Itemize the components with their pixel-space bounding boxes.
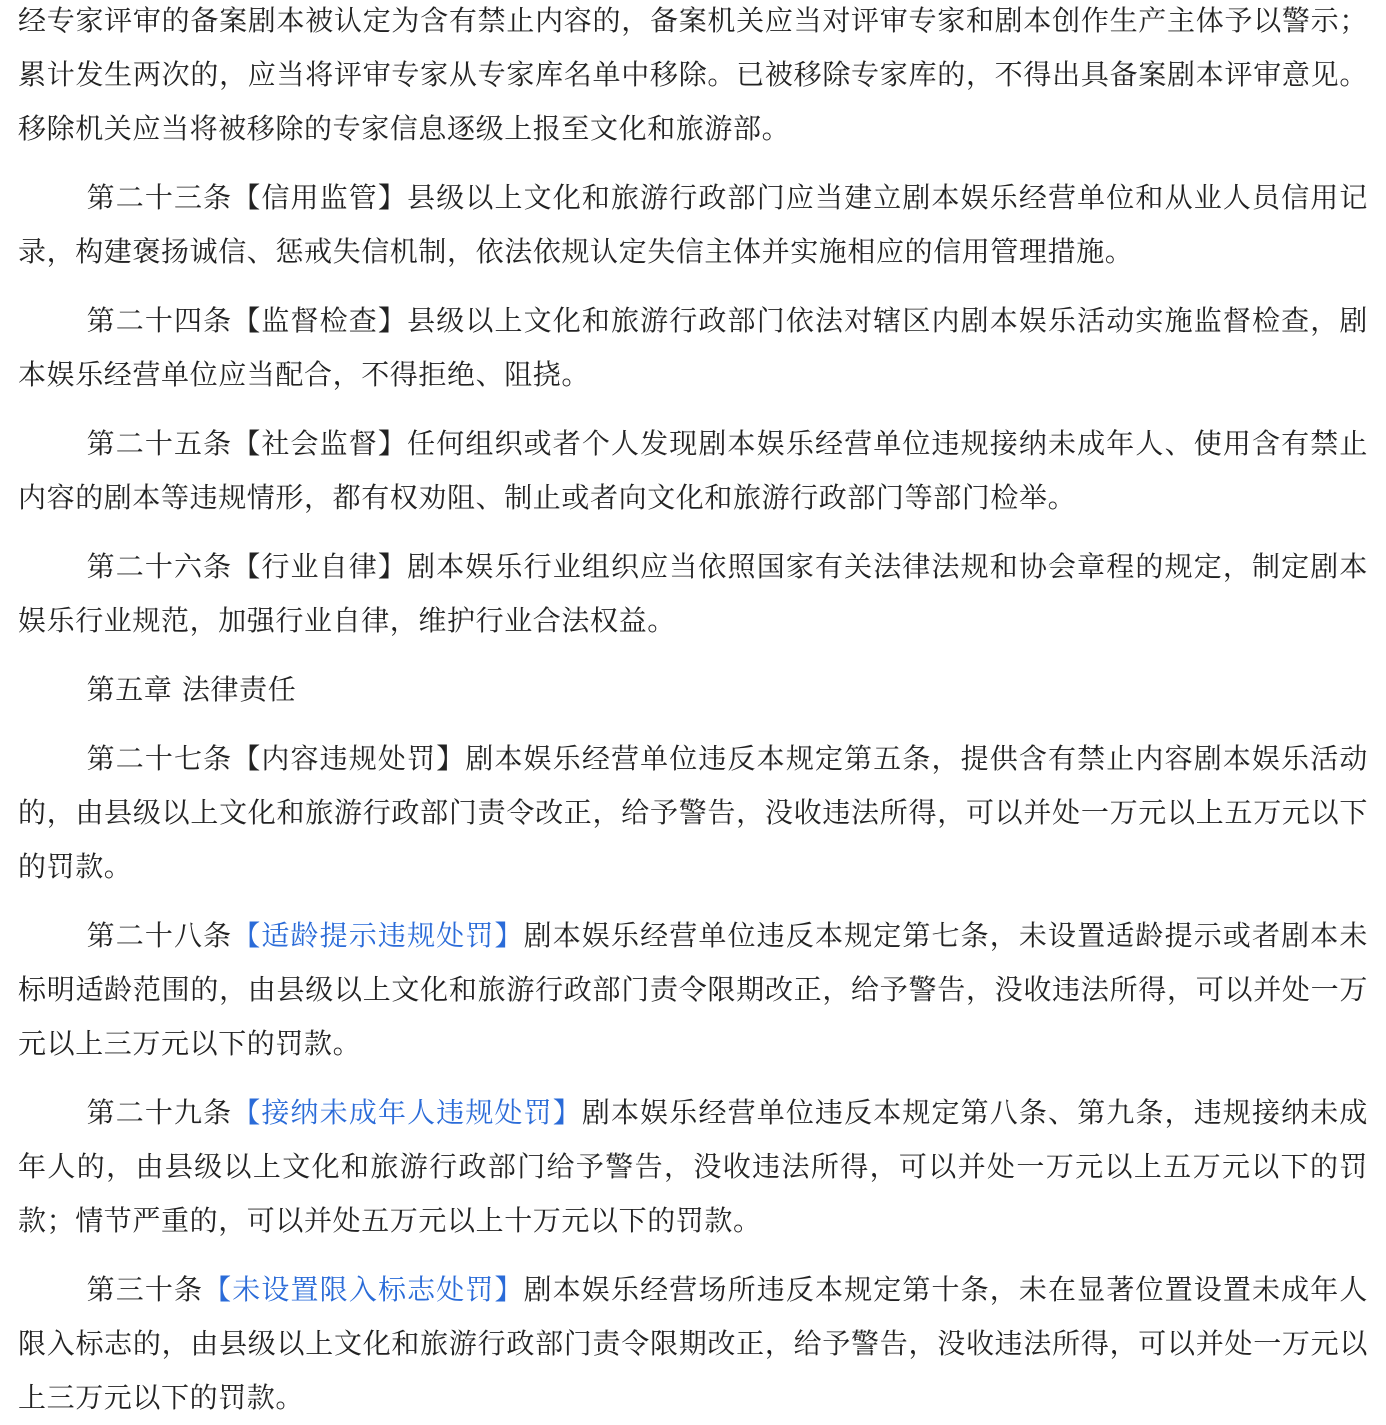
article-23-credit-supervision bbox=[18, 171, 1368, 279]
article-body-text: 县级以上文化和旅游行政部门应当建立剧本娱乐经营单位和从业人员信用记录，构建褒扬诚信、惩戒失信机制，依法依规认定失信主体并实施相应的信用管理措施。 bbox=[18, 181, 1368, 268]
article-body-text: 剧本娱乐行业组织应当依照国家有关法律法规和协会章程的规定，制定剧本娱乐行业规范，加强行业自律，维护行业合法权益。 bbox=[18, 550, 1368, 637]
article-number: 第二十四条 bbox=[86, 304, 233, 337]
article-body-text: 县级以上文化和旅游行政部门依法对辖区内剧本娱乐活动实施监督检查，剧本娱乐经营单位应当配合，不得拒绝、阻挠。 bbox=[18, 304, 1368, 391]
article-title-highlight: 【适龄提示违规处罚】 bbox=[232, 919, 524, 952]
article-29-minor-admission-violation bbox=[18, 1086, 1368, 1248]
article-title: 【内容违规处罚】 bbox=[232, 742, 466, 775]
article-30-restriction-sign-violation bbox=[18, 1263, 1368, 1425]
article-body-text: 剧本娱乐经营单位违反本规定第七条，未设置适龄提示或者剧本未标明适龄范围的，由县级以上文化和旅游行政部门责令限期改正，给予警告，没收违法所得，可以并处一万元以上三万元以下的罚款。 bbox=[18, 919, 1368, 1060]
article-number: 第二十六条 bbox=[86, 550, 233, 583]
article-number: 第二十八条 bbox=[86, 919, 233, 952]
article-27-content-violation bbox=[18, 732, 1368, 894]
article-title-highlight: 【接纳未成年人违规处罚】 bbox=[232, 1096, 582, 1129]
article-title: 【信用监管】 bbox=[232, 181, 408, 214]
article-28-age-rating-violation bbox=[18, 909, 1368, 1071]
article-number: 第二十七条 bbox=[86, 742, 233, 775]
chapter-heading bbox=[18, 663, 1368, 717]
article-number: 第二十三条 bbox=[86, 181, 233, 214]
article-body-text: 任何组织或者个人发现剧本娱乐经营单位违规接纳未成年人、使用含有禁止内容的剧本等违规情形，都有权劝阻、制止或者向文化和旅游行政部门等部门检举。 bbox=[18, 427, 1368, 514]
article-24-inspection bbox=[18, 294, 1368, 402]
article-26-industry-self-discipline bbox=[18, 540, 1368, 648]
article-25-social-supervision bbox=[18, 417, 1368, 525]
article-title: 【行业自律】 bbox=[232, 550, 408, 583]
paragraph-text: 经专家评审的备案剧本被认定为含有禁止内容的，备案机关应当对评审专家和剧本创作生产主体予以警示；累计发生两次的，应当将评审专家从专家库名单中移除。已被移除专家库的，不得出具备案剧本评审意见。移除机关应当将被移除的专家信息逐级上报至文化和旅游部。 bbox=[18, 4, 1368, 145]
article-body-text: 剧本娱乐经营单位违反本规定第八条、第九条，违规接纳未成年人的，由县级以上文化和旅游行政部门给予警告，没收违法所得，可以并处一万元以上五万元以下的罚款；情节严重的，可以并处五万元以上十万元以下的罚款。 bbox=[18, 1096, 1369, 1237]
paragraph-expert-review bbox=[18, 0, 1368, 156]
article-number: 第三十条 bbox=[86, 1273, 204, 1306]
article-title: 【监督检查】 bbox=[232, 304, 408, 337]
chapter-title: 第五章 法律责任 bbox=[86, 673, 297, 706]
article-body-text: 剧本娱乐经营场所违反本规定第十条，未在显著位置设置未成年人限入标志的，由县级以上文化和旅游行政部门责令限期改正，给予警告，没收违法所得，可以并处一万元以上三万元以下的罚款。 bbox=[18, 1273, 1368, 1414]
article-title: 【社会监督】 bbox=[232, 427, 408, 460]
article-title-highlight: 【未设置限入标志处罚】 bbox=[203, 1273, 524, 1306]
article-number: 第二十五条 bbox=[86, 427, 233, 460]
article-body-text: 剧本娱乐经营单位违反本规定第五条，提供含有禁止内容剧本娱乐活动的，由县级以上文化和旅游行政部门责令改正，给予警告，没收违法所得，可以并处一万元以上五万元以下的罚款。 bbox=[18, 742, 1368, 883]
article-number: 第二十九条 bbox=[86, 1096, 233, 1129]
